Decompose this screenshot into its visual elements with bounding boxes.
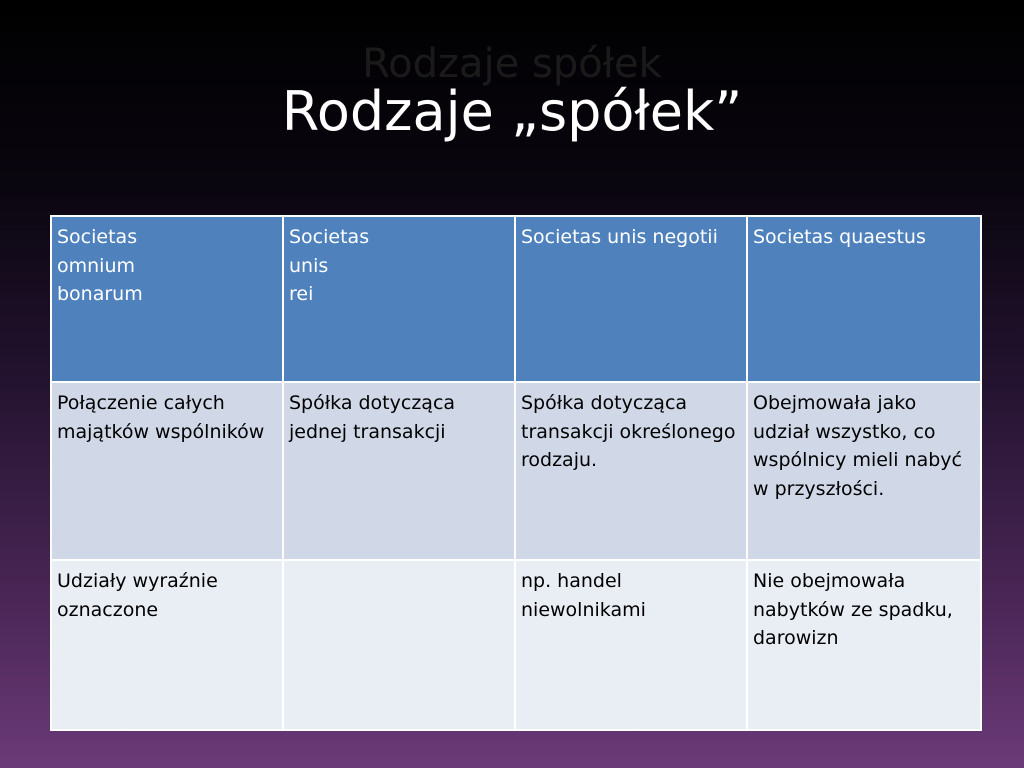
table-header-cell [51, 216, 283, 382]
cell-text: Obejmowała jako udział wszystko, co wspólnicy mieli nabyć w przyszłości. [753, 392, 962, 500]
table-cell-empty [283, 560, 515, 730]
table-header-cell [515, 216, 747, 382]
spolki-table [50, 215, 982, 731]
slide-ghost-title: Rodzaje spółek [362, 41, 662, 87]
header-label: Societas unis negotii [521, 226, 718, 248]
cell-text: Spółka dotycząca jednej transakcji [289, 392, 456, 443]
cell-text: Udziały wyraźnie oznaczone [57, 570, 218, 621]
cell-text: Spółka dotycząca transakcji określonego rodzaju. [521, 392, 736, 471]
table-cell [515, 382, 747, 560]
table-cell [747, 560, 981, 730]
table-header-row [51, 216, 981, 382]
table-header-cell [283, 216, 515, 382]
table-cell [51, 382, 283, 560]
table-header-cell [747, 216, 981, 382]
header-label: Societas omnium bonarum [57, 226, 143, 305]
header-label: Societas quaestus [753, 226, 926, 248]
table-cell [283, 382, 515, 560]
header-label: Societas unis rei [289, 226, 370, 305]
cell-text: np. handel niewolnikami [521, 570, 646, 621]
slide-title: Rodzaje „spółek” [281, 80, 743, 143]
cell-text: Połączenie całych majątków wspólników [57, 392, 265, 443]
cell-text: Nie obejmowała nabytków ze spadku, darowizn [753, 570, 953, 649]
table-row [51, 382, 981, 560]
table-cell [747, 382, 981, 560]
table-cell [51, 560, 283, 730]
table-row [51, 560, 981, 730]
table-cell [515, 560, 747, 730]
